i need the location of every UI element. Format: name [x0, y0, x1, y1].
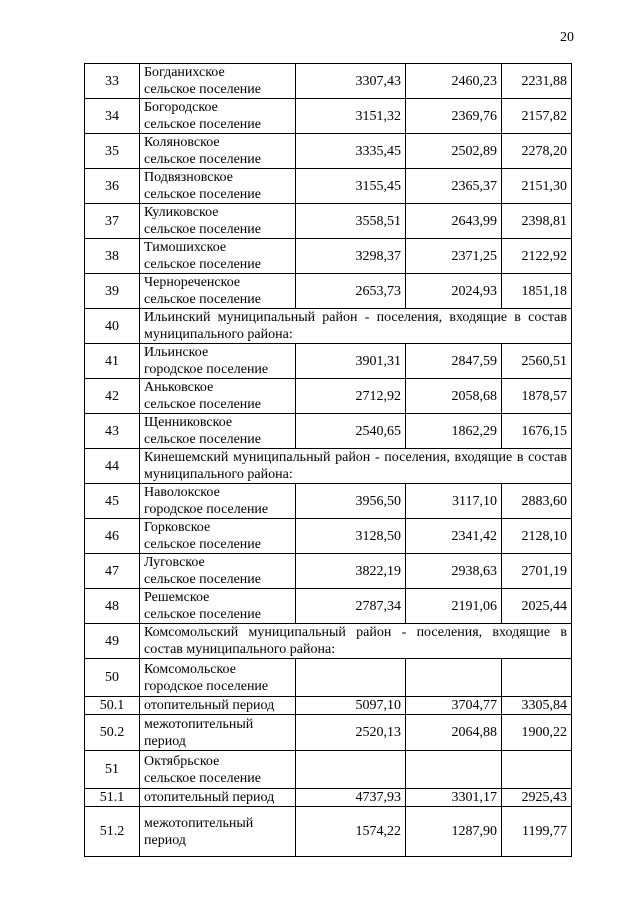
row-number: 36: [85, 169, 140, 204]
row-number: 39: [85, 274, 140, 309]
table-row: [85, 697, 572, 715]
value-3: 2278,20: [502, 134, 572, 169]
settlement-name: Подвязновское сельское поселение: [140, 169, 296, 204]
value-2: 2058,68: [406, 379, 502, 414]
value-3: 1851,18: [502, 274, 572, 309]
period-name: отопительный период: [140, 789, 296, 807]
district-header: Ильинский муниципальный район - поселения, входящие в состав муниципального района:: [140, 309, 572, 344]
value-1: 5097,10: [296, 697, 406, 715]
value-1: 4737,93: [296, 789, 406, 807]
value-2: 2502,89: [406, 134, 502, 169]
table-row: [85, 64, 572, 99]
period-name: межотопительный период: [140, 807, 296, 857]
value-2: 2365,37: [406, 169, 502, 204]
table-row: [85, 624, 572, 659]
table-row: [85, 807, 572, 857]
row-number: 46: [85, 519, 140, 554]
table-row: [85, 751, 572, 789]
settlement-name: Тимошихское сельское поселение: [140, 239, 296, 274]
value-2: 2643,99: [406, 204, 502, 239]
table-row: [85, 659, 572, 697]
value-3: 1878,57: [502, 379, 572, 414]
value-1: 3335,45: [296, 134, 406, 169]
settlement-name: Горковское сельское поселение: [140, 519, 296, 554]
table-row: [85, 554, 572, 589]
value-1: 2540,65: [296, 414, 406, 449]
value-3: 1900,22: [502, 715, 572, 751]
row-number: 51.2: [85, 807, 140, 857]
value-1: 3307,43: [296, 64, 406, 99]
value-1: 3558,51: [296, 204, 406, 239]
value-2: 2024,93: [406, 274, 502, 309]
row-number: 45: [85, 484, 140, 519]
table-row: [85, 99, 572, 134]
value-1: 2653,73: [296, 274, 406, 309]
settlement-name: Комсомольское городское поселение: [140, 659, 296, 697]
settlement-name: Куликовское сельское поселение: [140, 204, 296, 239]
value-2: 3704,77: [406, 697, 502, 715]
value-1: 3822,19: [296, 554, 406, 589]
value-2: 2460,23: [406, 64, 502, 99]
table-row: [85, 519, 572, 554]
value-2: 1287,90: [406, 807, 502, 857]
value-1: 3128,50: [296, 519, 406, 554]
value-2: [406, 659, 502, 697]
value-3: 2925,43: [502, 789, 572, 807]
settlement-name: Решемское сельское поселение: [140, 589, 296, 624]
row-number: 50: [85, 659, 140, 697]
settlement-name: Ильинское городское поселение: [140, 344, 296, 379]
value-1: 2520,13: [296, 715, 406, 751]
value-1: 3901,31: [296, 344, 406, 379]
table-row: [85, 589, 572, 624]
table-row: [85, 239, 572, 274]
settlement-name: Богданихское сельское поселение: [140, 64, 296, 99]
row-number: 33: [85, 64, 140, 99]
value-1: [296, 659, 406, 697]
settlement-name: Аньковское сельское поселение: [140, 379, 296, 414]
settlement-name: Щенниковское сельское поселение: [140, 414, 296, 449]
value-2: 2371,25: [406, 239, 502, 274]
value-3: 1676,15: [502, 414, 572, 449]
value-2: 3117,10: [406, 484, 502, 519]
value-1: 1574,22: [296, 807, 406, 857]
row-number: 47: [85, 554, 140, 589]
row-number: 51: [85, 751, 140, 789]
value-2: [406, 751, 502, 789]
value-1: 3956,50: [296, 484, 406, 519]
value-3: 2128,10: [502, 519, 572, 554]
settlement-name: Наволокское городское поселение: [140, 484, 296, 519]
value-1: 2712,92: [296, 379, 406, 414]
settlement-name: Луговское сельское поселение: [140, 554, 296, 589]
value-3: 2122,92: [502, 239, 572, 274]
settlement-name: Октябрьское сельское поселение: [140, 751, 296, 789]
value-3: 2560,51: [502, 344, 572, 379]
value-2: 1862,29: [406, 414, 502, 449]
value-2: 2369,76: [406, 99, 502, 134]
value-2: 2847,59: [406, 344, 502, 379]
value-3: [502, 659, 572, 697]
row-number: 48: [85, 589, 140, 624]
row-number: 37: [85, 204, 140, 239]
value-1: 2787,34: [296, 589, 406, 624]
value-1: 3151,32: [296, 99, 406, 134]
row-number: 50.1: [85, 697, 140, 715]
value-3: [502, 751, 572, 789]
value-3: 2151,30: [502, 169, 572, 204]
value-2: 2341,42: [406, 519, 502, 554]
row-number: 44: [85, 449, 140, 484]
row-number: 41: [85, 344, 140, 379]
value-2: 3301,17: [406, 789, 502, 807]
settlement-name: Чернореченское сельское поселение: [140, 274, 296, 309]
value-3: 2231,88: [502, 64, 572, 99]
table-row: [85, 344, 572, 379]
page-number: 20: [560, 30, 574, 45]
table-row: [85, 449, 572, 484]
table-row: [85, 134, 572, 169]
row-number: 38: [85, 239, 140, 274]
settlement-name: Коляновское сельское поселение: [140, 134, 296, 169]
value-3: 2025,44: [502, 589, 572, 624]
district-header: Комсомольский муниципальный район - поселения, входящие в состав муниципального района:: [140, 624, 572, 659]
table-row: [85, 789, 572, 807]
period-name: межотопительный период: [140, 715, 296, 751]
value-1: 3298,37: [296, 239, 406, 274]
district-header: Кинешемский муниципальный район - поселения, входящие в состав муниципального района:: [140, 449, 572, 484]
table-row: [85, 309, 572, 344]
table-row: [85, 204, 572, 239]
value-3: 2398,81: [502, 204, 572, 239]
table-row: [85, 484, 572, 519]
row-number: 42: [85, 379, 140, 414]
value-2: 2938,63: [406, 554, 502, 589]
row-number: 50.2: [85, 715, 140, 751]
value-3: 2883,60: [502, 484, 572, 519]
settlements-table: [84, 63, 572, 857]
value-1: 3155,45: [296, 169, 406, 204]
value-3: 2701,19: [502, 554, 572, 589]
value-3: 3305,84: [502, 697, 572, 715]
value-3: 1199,77: [502, 807, 572, 857]
table-row: [85, 274, 572, 309]
value-2: 2064,88: [406, 715, 502, 751]
value-3: 2157,82: [502, 99, 572, 134]
row-number: 40: [85, 309, 140, 344]
row-number: 35: [85, 134, 140, 169]
value-2: 2191,06: [406, 589, 502, 624]
row-number: 34: [85, 99, 140, 134]
table-row: [85, 715, 572, 751]
row-number: 43: [85, 414, 140, 449]
settlement-name: Богородское сельское поселение: [140, 99, 296, 134]
row-number: 49: [85, 624, 140, 659]
table-row: [85, 414, 572, 449]
table-row: [85, 169, 572, 204]
value-1: [296, 751, 406, 789]
period-name: отопительный период: [140, 697, 296, 715]
table-row: [85, 379, 572, 414]
row-number: 51.1: [85, 789, 140, 807]
